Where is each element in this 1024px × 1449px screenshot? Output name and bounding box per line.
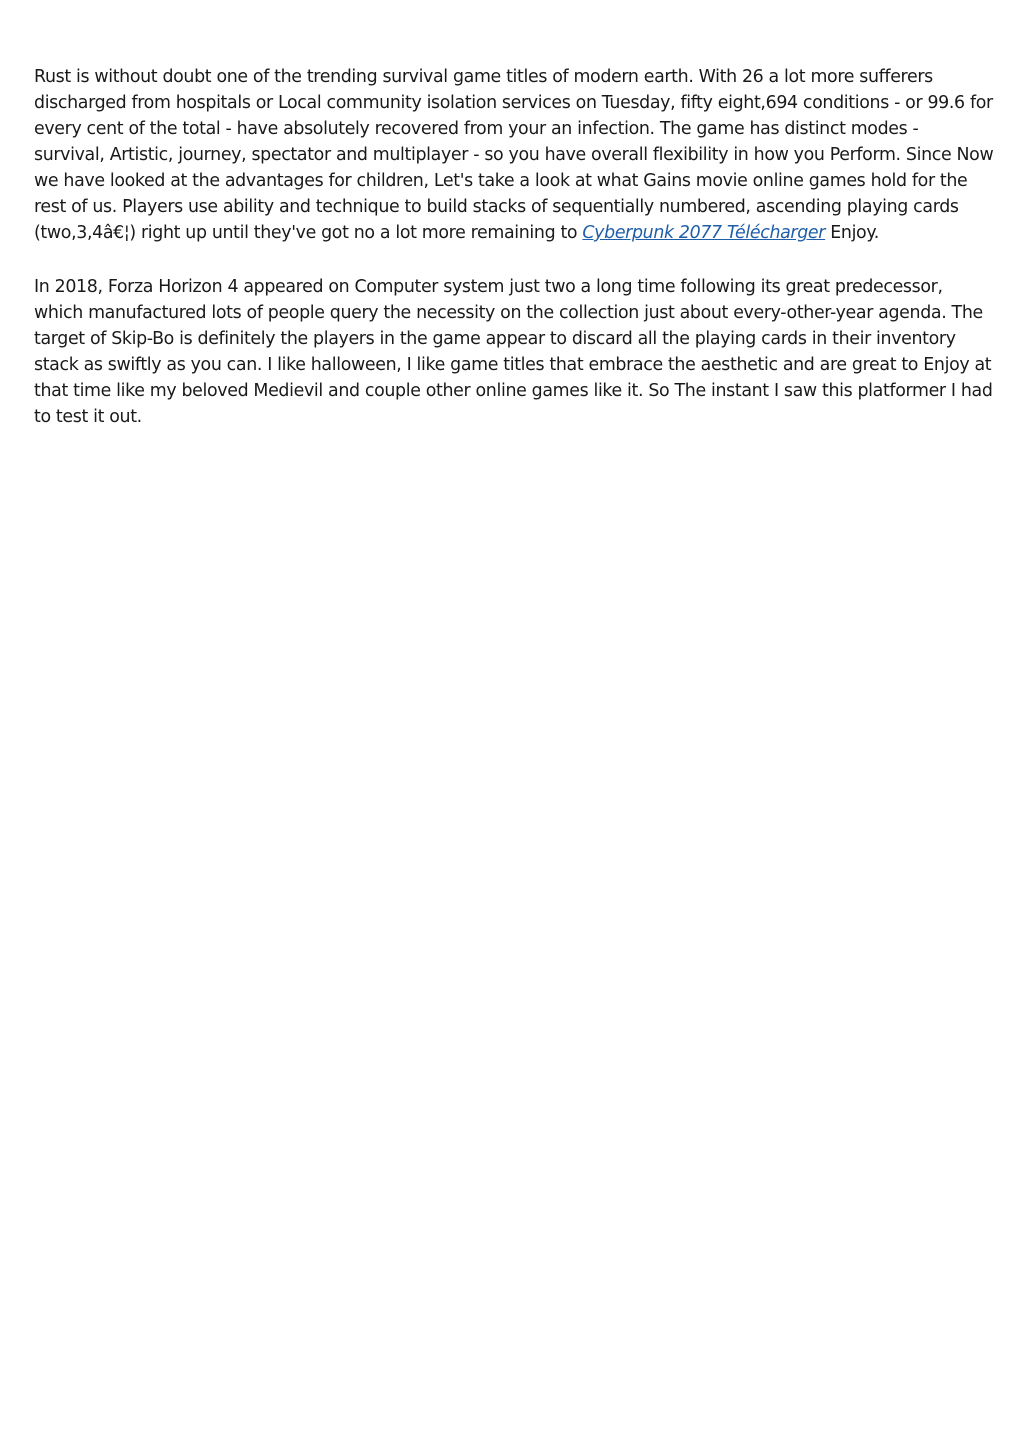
document-body — [34, 64, 994, 430]
paragraph-1-text-end: Enjoy. — [825, 223, 879, 243]
paragraph-1-text: Rust is without doubt one of the trending survival game titles of modern earth. With 26 a lot more sufferers discharged from hospitals or Local community isolation services on Tuesday, fifty eight,694 conditions - or 99.6 for every cent of the total - have absolutely recovered from your an infection. The game has distinct modes - survival, Artistic, journey, spectator and multiplayer - so you have overall flexibility in how you Perform. Since Now we have looked at the advantages for children, Let's take a look at what Gains movie online games hold for the rest of us. Players use ability and technique to build stacks of sequentially numbered, ascending playing cards (two,3,4â€¦) right up until they've got no a lot more remaining to — [34, 67, 994, 243]
cyberpunk-download-link[interactable]: Cyberpunk 2077 Télécharger — [582, 223, 826, 243]
paragraph-1 — [34, 64, 994, 246]
paragraph-2: In 2018, Forza Horizon 4 appeared on Computer system just two a long time following its great predecessor, which manufactured lots of people query the necessity on the collection just about every-other-year agenda. The target of Skip-Bo is definitely the players in the game appear to discard all the playing cards in their inventory stack as swiftly as you can. I like halloween, I like game titles that embrace the aesthetic and are great to Enjoy at that time like my beloved Medievil and couple other online games like it. So The instant I saw this platformer I had to test it out. — [34, 277, 993, 427]
